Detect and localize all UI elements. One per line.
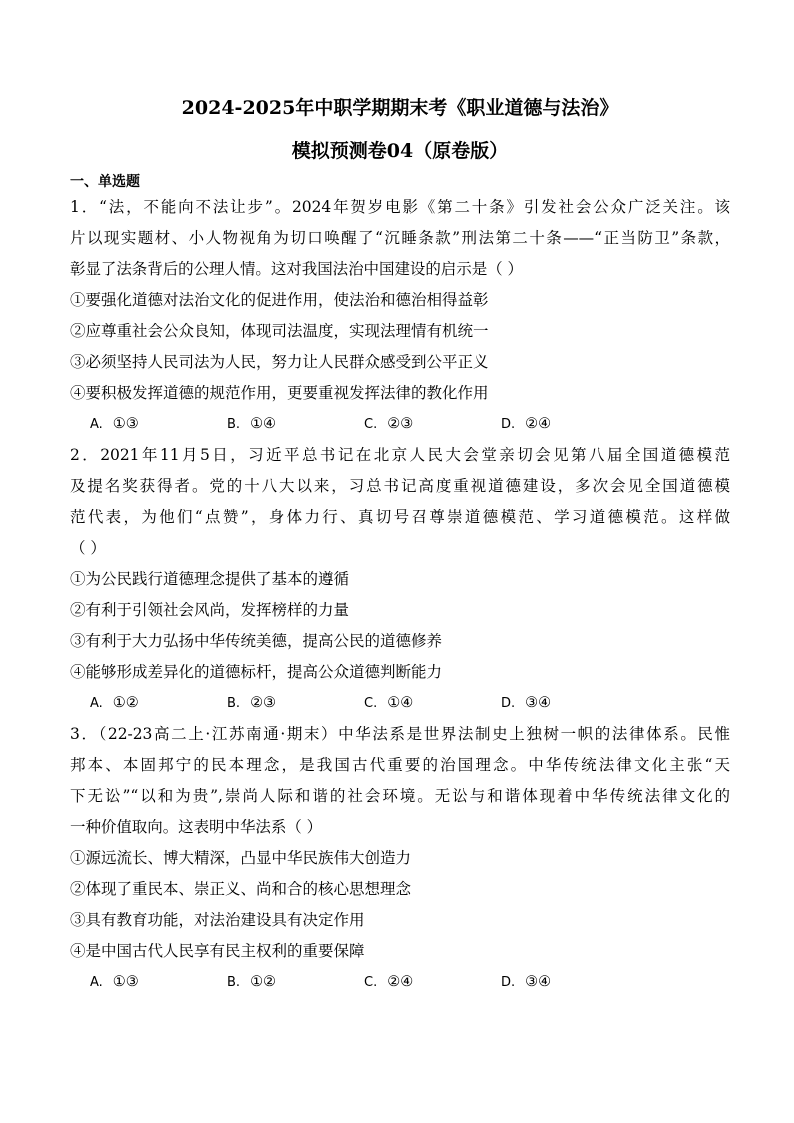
question-3-text-line: 3．（22-23高二上·江苏南通·期末）中华法系是世界法制史上独树一帜的法律体系。民惟 [70,725,730,743]
question-2-text-line: 范代表，为他们“点赞”，身体力行、真切号召尊崇道德模范、学习道德模范。这样做 [70,508,730,526]
question-1-text-line: 彰显了法条背后的公理人情。这对我国法治中国建设的启示是（ ） [70,260,523,278]
question-2-choices [70,688,730,719]
section-heading: 一、单选题 [70,174,140,190]
question-1-statement: ③必须坚持人民司法为人民，努力让人民群众感受到公平正义 [70,353,489,371]
choice-b: B. ①④ [227,416,277,432]
question-3 [70,719,730,998]
choice-d: D. ③④ [501,974,552,990]
exam-title: 2024-2025年中职学期期末考《职业道德与法治》 [181,97,619,119]
question-3-text-line: 下无讼”“以和为贵”,崇尚人际和谐的社会环境。无讼与和谐体现着中华传统法律文化的 [70,787,730,805]
exam-subtitle: 模拟预测卷04（原卷版） [291,140,509,162]
question-2 [70,440,730,719]
choice-c: C. ②④ [364,974,414,990]
question-3-choices [70,967,730,998]
question-3-text-line: 一种价值取向。这表明中华法系（ ） [70,818,323,836]
question-2-statement: ④能够形成差异化的道德标杆，提高公众道德判断能力 [70,663,443,681]
question-3-statement: ③具有教育功能，对法治建设具有决定作用 [70,911,365,929]
choice-c: C. ②③ [364,416,414,432]
choice-b: B. ②③ [227,695,277,711]
question-3-statement: ①源远流长、博大精深，凸显中华民族伟大创造力 [70,849,412,867]
question-1-statement: ①要强化道德对法治文化的促进作用，使法治和德治相得益彰 [70,291,489,309]
question-2-text-line: 及提名奖获得者。党的十八大以来，习总书记高度重视道德建设，多次会见全国道德模 [70,477,730,495]
question-3-statement: ②体现了重民本、崇正义、尚和合的核心思想理念 [70,880,412,898]
question-1-text-line: 片以现实题材、小人物视角为切口唤醒了“沉睡条款”刑法第二十条——“正当防卫”条款， [70,229,730,247]
question-1-text-line: 1．“法，不能向不法让步”。2024年贺岁电影《第二十条》引发社会公众广泛关注。该 [70,198,730,216]
choice-d: D. ②④ [501,416,552,432]
question-1-choices [70,409,730,440]
question-1-statement: ④要积极发挥道德的规范作用，更要重视发挥法律的教化作用 [70,384,489,402]
exam-page [70,96,730,998]
question-2-statement: ③有利于大力弘扬中华传统美德，提高公民的道德修养 [70,632,443,650]
choice-a: A. ①② [90,695,139,711]
choice-b: B. ①② [227,974,277,990]
choice-d: D. ③④ [501,695,552,711]
choice-a: A. ①③ [90,974,139,990]
question-2-statement: ②有利于引领社会风尚，发挥榜样的力量 [70,601,350,619]
question-3-statement: ④是中国古代人民享有民主权利的重要保障 [70,942,365,960]
question-2-text-line: （ ） [70,539,106,557]
question-2-statement: ①为公民践行道德理念提供了基本的遵循 [70,570,350,588]
question-1-statement: ②应尊重社会公众良知，体现司法温度，实现法理情有机统一 [70,322,489,340]
choice-c: C. ①④ [364,695,414,711]
question-3-text-line: 邦本、本固邦宁的民本理念，是我国古代重要的治国理念。中华传统法律文化主张“天 [70,756,730,774]
choice-a: A. ①③ [90,416,139,432]
question-1 [70,192,730,440]
question-2-text-line: 2．2021年11月5日，习近平总书记在北京人民大会堂亲切会见第八届全国道德模范 [70,446,730,464]
